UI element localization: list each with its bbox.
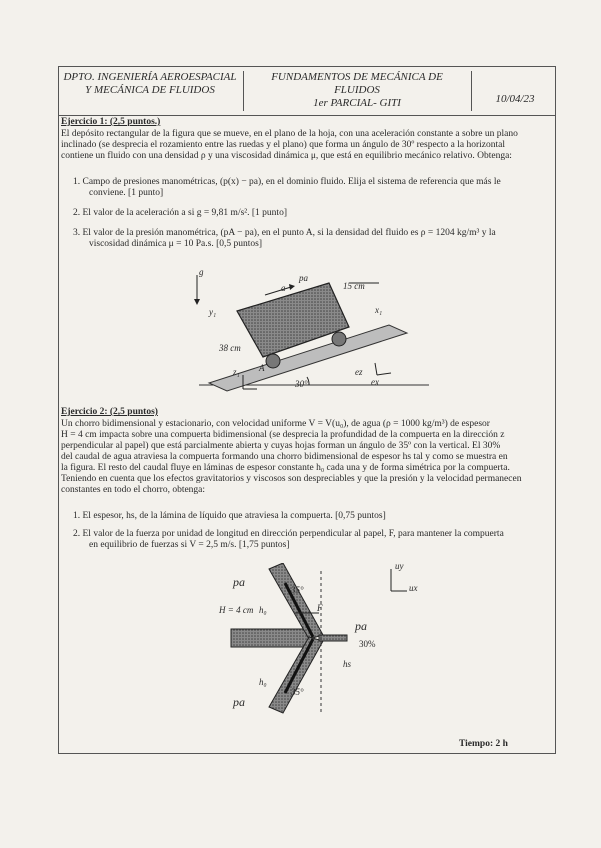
header-divider [243, 71, 244, 111]
label-A: A [259, 363, 265, 373]
ex2-intro-line: Un chorro bidimensional y estacionario, con velocidad uniforme V = V(u₀), de agua (ρ = 1000 kg/m³) de espesor [61, 419, 490, 429]
acceleration-arrow [265, 287, 291, 295]
label-30pct: 30% [359, 639, 376, 649]
label-15cm: 15 cm [343, 281, 365, 291]
label-pa-right: pa [355, 619, 367, 633]
label-ux: ux [409, 583, 418, 593]
course [247, 71, 467, 119]
ex1-question-3: 3. El valor de la presión manométrica, (pA − pa), en el punto A, si la densidad del fluido es ρ = 1204 kg/m³ y la [73, 228, 496, 238]
ez-arrow [375, 363, 377, 375]
department [61, 71, 239, 119]
transmitted-jet [319, 635, 347, 641]
dept-line-2: Y MECÁNICA DE FLUIDOS [85, 84, 215, 96]
course-line-2: 1er PARCIAL- GITI [313, 97, 401, 109]
label-z1: z₁ [233, 367, 240, 377]
ex1-title: Ejercicio 1: (2,5 puntos.) [61, 117, 161, 127]
exam-duration: Tiempo: 2 h [459, 739, 508, 749]
course-line-1: FUNDAMENTOS DE MECÁNICA DE FLUIDOS [271, 71, 443, 96]
label-angle-bottom: 35° [291, 687, 304, 697]
incoming-jet [231, 629, 313, 647]
label-y1: y₁ [209, 307, 217, 317]
label-ez: ez [355, 367, 363, 377]
ex2-title: Ejercicio 2: (2,5 puntos) [61, 407, 158, 417]
ex1-intro-line: El depósito rectangular de la figura que se mueve, en el plano de la hoja, con una aceleración constante a sobre un plano [61, 129, 518, 139]
ex1-question-1-cont: conviene. [1 punto] [89, 188, 164, 198]
label-hs: hs [343, 659, 352, 669]
ex2-intro-line: del caudal de agua atraviesa la compuerta formando una chorro bidimensional de espesor hs tal y como se muestra en [61, 452, 508, 462]
label-h0-top: h₀ [259, 605, 267, 615]
ex2-intro-line: Teniendo en cuenta que los efectos gravitatorios y viscosos son despreciables y que la presión y la velocidad permanecen [61, 474, 522, 484]
label-H: H = 4 cm [219, 605, 254, 615]
label-h0-bottom: h₀ [259, 677, 267, 687]
acceleration-arrowhead [289, 284, 295, 290]
ex1-intro-line: inclinado (se desprecia el rozamiento entre las ruedas y el plano) que forma un ángulo de 30º respecto a la horizontal [61, 140, 505, 150]
tank-on-incline-figure [179, 265, 439, 393]
dept-line-1: DPTO. INGENIERÍA AEROESPACIAL [63, 71, 237, 83]
ex2-question-1: 1. El espesor, hs, de la lámina de líquido que atraviesa la compuerta. [0,75 puntos] [73, 511, 386, 521]
label-g: g [199, 267, 204, 277]
label-F: F [317, 603, 323, 613]
label-pa: pa [299, 273, 308, 283]
ex2-intro-line: constantes en todo el chorro, obtenga: [61, 485, 206, 495]
ex2-intro-line: perpendicular al papel) que está parcialmente abierta y cuyas hojas forman un ángulo de 35º con la vertical. El 30% [61, 441, 501, 451]
ex1-question-3-cont: viscosidad dinámica μ = 10 Pa.s. [0,5 puntos] [89, 239, 262, 249]
gravity-arrowhead [194, 299, 200, 305]
label-ex: ex [371, 377, 379, 387]
label-x1: x₁ [375, 305, 383, 315]
ex2-intro-line: H = 4 cm impacta sobre una compuerta bidimensional (se desprecia la profundidad de la compuerta en la dirección z [61, 430, 505, 440]
label-angle-top: 35° [291, 585, 304, 595]
ex-arrow [377, 373, 391, 375]
label-pa-bottom-left: pa [233, 695, 245, 709]
label-uy: uy [395, 561, 404, 571]
ex2-question-2: 2. El valor de la fuerza por unidad de longitud en dirección perpendicular al papel, F, para mantener la compuerta [73, 529, 504, 539]
ex1-question-2: 2. El valor de la aceleración a si g = 9,81 m/s². [1 punto] [73, 208, 287, 218]
exam-header [59, 67, 555, 116]
ex1-question-1: 1. Campo de presiones manométricas, (p(x) − pa), en el dominio fluido. Elija el sistema de referencia que más le [73, 177, 501, 187]
label-30deg: 30° [295, 379, 308, 389]
ex2-intro-line: la figura. El resto del caudal fluye en láminas de espesor constante h₀ cada una y de forma simétrica por la compuerta. [61, 463, 510, 473]
label-38cm: 38 cm [219, 343, 241, 353]
exam-date: 10/04/23 [495, 93, 535, 105]
ex2-question-2-cont: en equilibrio de fuerzas si V = 2,5 m/s. [1,75 puntos] [89, 540, 290, 550]
header-divider [471, 71, 472, 111]
label-pa-top-left: pa [233, 575, 245, 589]
exam-sheet [58, 66, 556, 754]
wheel-right [332, 332, 346, 346]
ex1-intro-line: contiene un fluido con una densidad ρ y una viscosidad dinámica μ, que está en equilibrio mecánico relativo. Obtenga: [61, 151, 512, 161]
wheel-left [266, 354, 280, 368]
label-a: a [281, 283, 286, 293]
